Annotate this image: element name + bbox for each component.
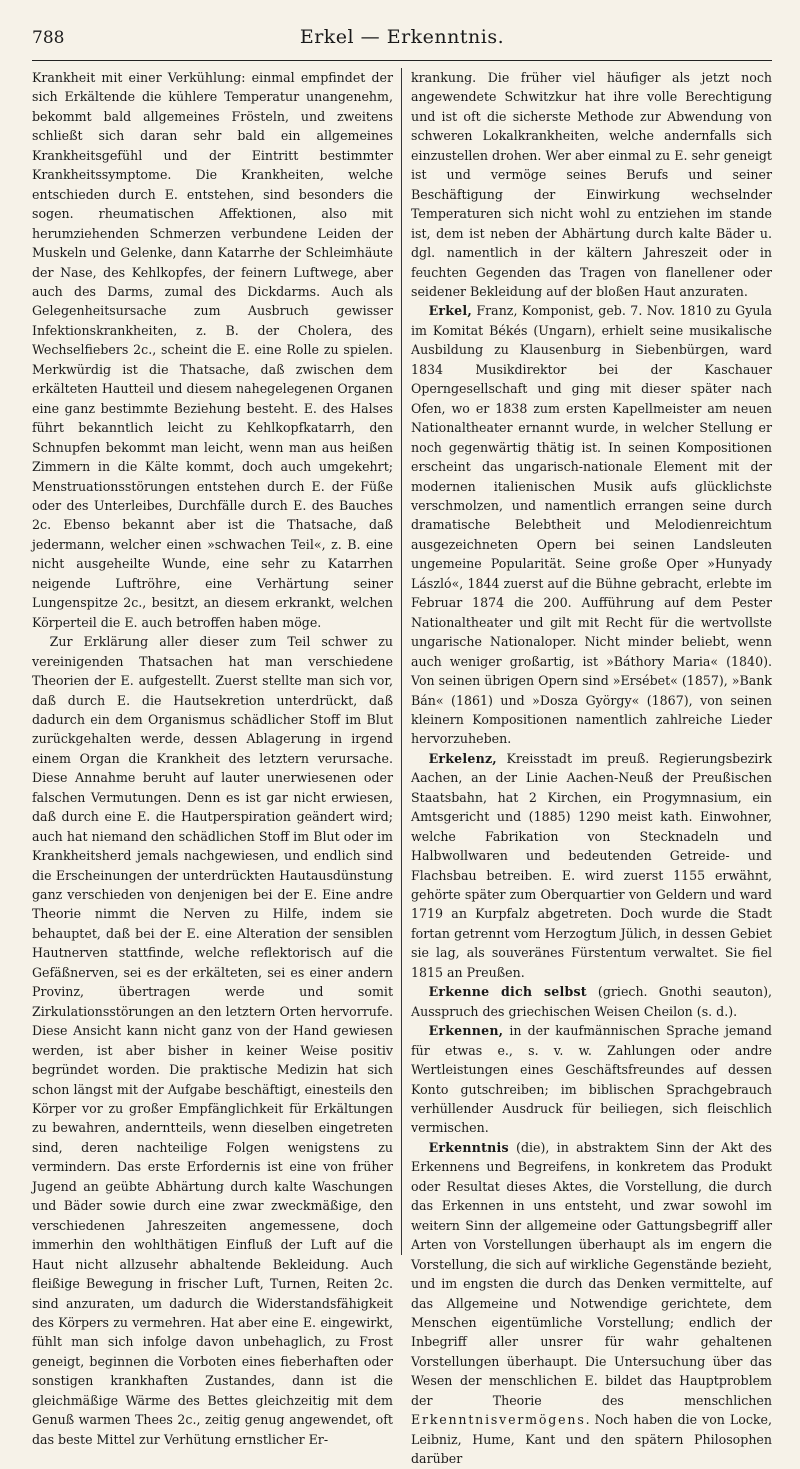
paragraph-continuation: krankung. Die früher viel häufiger als jetzt noch angewendete Schwitzkur hat ihre volle Berechtigung und ist oft die sicherste Methode zur Abwendung von schweren Lokalkrankheiten, welche andernfalls sich einzustellen drohen. Wer aber einmal zu E. sehr geneigt ist und vermöge seines Berufs und seiner Beschäftigung der Einwirkung wechselnder Temperaturen sich nicht wohl zu entziehen im stande ist, dem ist neben der Abhärtung durch kalte Bäder u. dgl. namentlich in der kältern Jahreszeit oder in feuchten Gegenden das Tragen von flanellener oder seidener Bekleidung auf der bloßen Haut anzuraten.	[411, 70, 772, 299]
entry-text: in der kaufmännischen Sprache jemand für etwas e., s. v. w. Zahlungen oder andre Wertleistungen eines Geschäftsfreundes auf dessen Konto gutschreiben; im biblischen Sprachgebrauch verhüllender Ausdruck für beiliegen, sich fleischlich vermischen.	[411, 1023, 772, 1136]
entry-erkenne-dich-selbst	[411, 982, 772, 1021]
entry-headword: Erkennen,	[428, 1023, 504, 1039]
entry-text: (die), in abstraktem Sinn der Akt des Erkennens und Begreifens, in konkretem das Produkt oder Resultat dieses Aktes, die Vorstellung, die durch das Erkennen in uns entsteht, und zwar sowohl im weitern Sinn der allgemeine oder Gattungsbegriff aller Arten von Vorstellungen überhaupt als im engern die Vorstellung, die sich auf wirkliche Gegenstände bezieht, und im engsten die durch das Denken vermittelte, auf das Allgemeine und Notwendige gerichtete, dem Menschen eigentümliche Vorstellung; endlich der Inbegriff aller unsrer für wahr gehaltenen Vorstellungen überhaupt. Die Untersuchung über das Wesen der menschlichen E. bildet das Hauptproblem der Theorie des menschlichen	[411, 1139, 772, 1408]
left-column	[32, 68, 402, 1447]
page-header	[32, 22, 772, 54]
entry-text: . Noch haben die von Locke, Leibniz, Hume, Kant und den spätern Philosophen darüber	[411, 1412, 772, 1467]
entry-erkelenz	[411, 749, 772, 982]
text-columns	[32, 68, 772, 1467]
entry-erkennen	[411, 1021, 772, 1138]
entry-text: Kreisstadt im preuß. Regierungsbezirk Aachen, an der Linie Aachen-Neuß der Preußischen Staatsbahn, hat 2 Kirchen, ein Progymnasium, ein Amtsgericht und (1885) 1290 meist kath. Einwohner, welche Fabrikation von Stecknadeln und Halbwollwaren und bedeutenden Getreide- und Flachsbau betreiben. E. wird zuerst 1155 erwähnt, gehörte später zum Oberquartier von Geldern und ward 1719 an Kurpfalz abgetreten. Doch wurde die Stadt fortan getrennt vom Herzogtum Jülich, in dessen Gebiet sie lag, als souveränes Fürstentum verwaltet. Sie fiel 1815 an Preußen.	[411, 750, 772, 980]
right-column	[402, 68, 772, 1467]
header-rule	[32, 60, 772, 61]
page-number: 788	[32, 28, 65, 48]
entry-headword: Erkenntnis	[428, 1139, 509, 1155]
entry-erkenntnis	[411, 1138, 772, 1469]
entry-headword: Erkenne dich selbst	[428, 984, 587, 1000]
running-title: Erkel — Erkenntnis.	[299, 26, 505, 48]
entry-headword: Erkel,	[428, 303, 472, 319]
paragraph: Zur Erklärung aller dieser zum Teil schwer zu vereinigenden Thatsachen hat man verschiedene Theorien der E. aufgestellt. Zuerst stellte man sich vor, daß durch E. die Hautsekretion unterdrückt, daß dadurch ein dem Organismus schädlicher Stoff im Blut zurückgehalten werde, dessen Ablagerung in irgend einem Organ die Krankheit des letztern verursache. Diese Annahme beruht auf lauter unerwiesenen oder falschen Vermutungen. Denn es ist gar nicht erwiesen, daß durch eine E. die Hautperspiration geändert wird; auch hat niemand den schädlichen Stoff im Blut oder im Krankheitsherd jemals nachgewiesen, und endlich sind die Erscheinungen der unterdrückten Hautausdünstung ganz verschieden von denjenigen bei der E. Eine andre Theorie nimmt die Nerven zu Hilfe, indem sie behauptet, daß bei der E. eine Alteration der sensiblen Hautnerven stattfinde, welche reflektorisch auf die Gefäßnerven, sei es der erkälteten, sei es einer andern Provinz, übertragen werde und somit Zirkulationsstörungen an den letztern Orten hervorrufe. Diese Ansicht kann nicht ganz von der Hand gewiesen werden, ist aber bisher in keiner Weise positiv begründet worden. Die praktische Medizin hat sich schon längst mit der Aufgabe beschäftigt, einesteils den Körper vor zu großer Empfänglichkeit für Erkältungen zu bewahren, anderntteils, wenn dieselben eingetreten sind, deren nachteilige Folgen wenigstens zu vermindern. Das erste Erfordernis ist eine von früher Jugend an geübte Abhärtung durch kalte Waschungen und Bäder sowie durch eine zwar zweckmäßige, den verschiedenen Jahreszeiten angemessene, doch immerhin den wohlthätigen Einfluß der Luft auf die Haut nicht allzusehr abhaltende Bekleidung. Auch fleißige Bewegung in frischer Luft, Turnen, Reiten 2c. sind anzuraten, um dadurch die Widerstandsfähigkeit des Körpers zu vermehren. Hat aber eine E. eingewirkt, fühlt man sich infolge davon unbehaglich, zu Frost geneigt, beginnen die Vorboten eines fieberhaften oder sonstigen krankhaften Zustandes, dann ist die gleichmäßige Wärme des Bettes gleichzeitig mit dem Genuß warmen Thees 2c., zeitig genug angewendet, oft das beste Mittel zur Verhütung ernstlicher Er-	[32, 634, 393, 1447]
paragraph: Krankheit mit einer Verkühlung: einmal empfindet der sich Erkältende die kühlere Temperatur unangenehm, bekommt bald allgemeines Frösteln, und zweitens schließt sich daran sehr bald ein allgemeines Krankheitsgefühl und der Eintritt bestimmter Krankheitssymptome. Die Krankheiten, welche entschieden durch E. entstehen, sind besonders die sogen. rheumatischen Affektionen, also mit herumziehenden Schmerzen verbundene Leiden der Muskeln und Gelenke, dann Katarrhe der Schleimhäute der Nase, des Kehlkopfes, der feinern Luftwege, aber auch des Darms, zumal des Dickdarms. Auch als Gelegenheitsursache zum Ausbruch gewisser Infektionskrankheiten, z. B. der Cholera, des Wechselfiebers 2c., scheint die E. eine Rolle zu spielen. Merkwürdig ist die Thatsache, daß zwischen dem erkälteten Hautteil und diesem nahegelegenen Organen eine ganz bestimmte Beziehung besteht. E. des Halses führt bekanntlich leicht zu Kehlkopfkatarrh, den Schnupfen bekommt man leicht, wenn man aus heißen Zimmern in die Kälte kommt, doch auch umgekehrt; Menstruationsstörungen entstehen durch E. der Füße oder des Unterleibes, Durchfälle durch E. des Bauches 2c. Ebenso bekannt aber ist die Thatsache, daß jedermann, welcher einen »schwachen Teil«, z. B. eine nicht ausgeheilte Wunde, eine sehr zu Katarrhen neigende Luftröhre, eine Verhärtung seiner Lungenspitze 2c., besitzt, an diesem erkrankt, welchen Körperteil die E. auch betroffen haben möge.	[32, 70, 393, 630]
entry-text: Franz, Komponist, geb. 7. Nov. 1810 zu Gyula im Komitat Békés (Ungarn), erhielt seine musikalische Ausbildung zu Klausenburg in Siebenbürgen, ward 1834 Musikdirektor bei der Kaschauer Operngesellschaft und ging mit dieser später nach Ofen, wo er 1838 zum ersten Kapellmeister am neuen Nationaltheater ernannt wurde, in welcher Stellung er noch gegenwärtig thätig ist. In seinen Kompositionen erscheint das ungarisch-nationale Element mit der modernen italienischen Musik aufs glücklichste verschmolzen, und namentlich errangen seine durch dramatische Belebtheit und Melodienreichtum ausgezeichneten Opern bei seinen Landsleuten ungemeine Popularität. Seine große Oper »Hunyady László«, 1844 zuerst auf die Bühne gebracht, erlebte im Februar 1874 die 200. Aufführung auf dem Pester Nationaltheater und gilt mit Recht für die wertvollste ungarische Nationaloper. Nicht minder beliebt, wenn auch weniger großartig, ist »Báthory Maria« (1840). Von seinen übrigen Opern sind »Ersébet« (1857), »Bank Bán« (1861) und »Dosza György« (1867), von seinen kleinern Kompositionen namentlich zahlreiche Lieder hervorzuheben.	[411, 303, 772, 747]
entry-erkel	[411, 301, 772, 748]
entry-text: (griech. Gnothi seauton), Ausspruch des griechischen Weisen Cheilon (s. d.).	[411, 984, 772, 1019]
entry-headword: Erkelenz,	[428, 750, 497, 766]
entry-spaced-term: Erkenntnisvermögens	[411, 1412, 586, 1428]
